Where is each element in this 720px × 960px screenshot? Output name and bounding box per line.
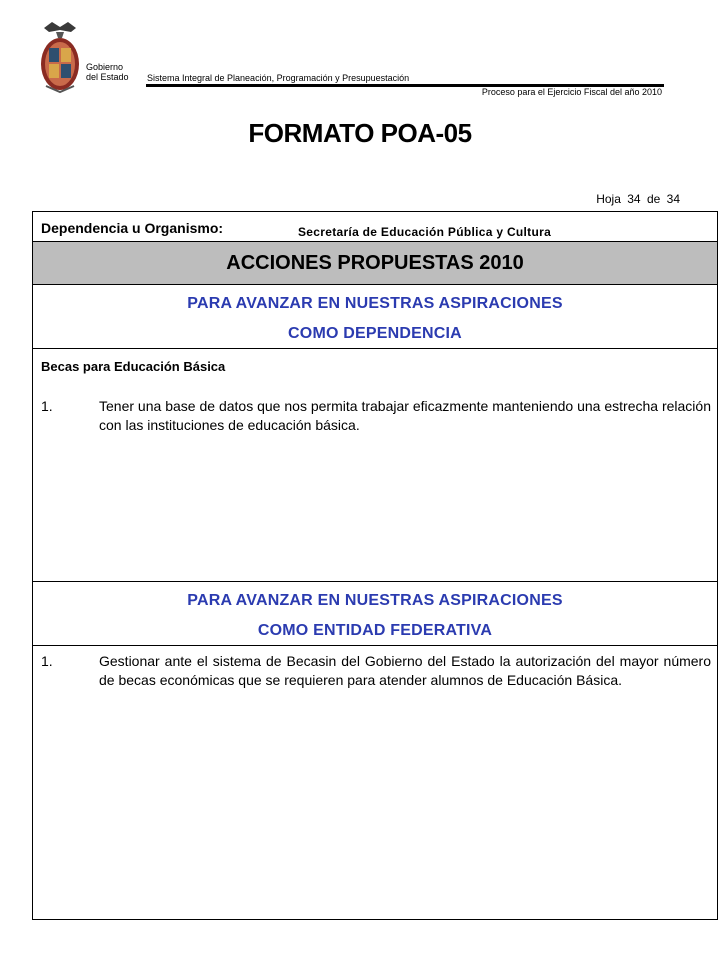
sheet-of-label: de <box>646 192 661 206</box>
item-number: 1. <box>41 398 53 414</box>
form-table <box>32 211 718 920</box>
list-item <box>41 397 711 435</box>
dependency-row <box>33 212 717 242</box>
program-subheading: Becas para Educación Básica <box>41 359 226 374</box>
section-body-federal-entity <box>33 646 717 919</box>
dependency-value: Secretaría de Educación Pública y Cultura <box>298 225 552 239</box>
sheet-current: 34 <box>627 192 641 206</box>
government-label: Gobierno del Estado <box>86 62 129 82</box>
section-heading-line1: PARA AVANZAR EN NUESTRAS ASPIRACIONES <box>187 592 563 609</box>
section-title-band: ACCIONES PROPUESTAS 2010 <box>33 242 717 285</box>
section-heading-line2: COMO DEPENDENCIA <box>288 325 462 342</box>
dependency-label: Dependencia u Organismo: <box>41 220 224 236</box>
sheet-counter <box>593 192 680 206</box>
item-text: Gestionar ante el sistema de Becasin del Gobierno del Estado la autorización del mayor número de becas económicas que se requieren para atender alumnos de Educación Básica. <box>99 653 711 688</box>
document-title: FORMATO POA-05 <box>248 118 472 148</box>
section-body-dependency <box>33 349 717 581</box>
section-heading-federal-entity <box>33 581 717 646</box>
item-number: 1. <box>41 653 53 669</box>
section-heading-dependency <box>33 285 717 349</box>
system-name: Sistema Integral de Planeación, Programación y Presupuestación <box>147 73 410 83</box>
sheet-total: 34 <box>666 192 680 206</box>
fiscal-process: Proceso para el Ejercicio Fiscal del año 2010 <box>481 87 662 97</box>
list-item <box>41 652 711 690</box>
item-text: Tener una base de datos que nos permita trabajar eficazmente manteniendo una estrecha relación con las instituciones de educación básica. <box>99 398 711 433</box>
sheet-label: Hoja <box>596 192 621 206</box>
section-heading-line2: COMO ENTIDAD FEDERATIVA <box>257 622 493 639</box>
section-heading-line1: PARA AVANZAR EN NUESTRAS ASPIRACIONES <box>187 295 563 312</box>
state-coat-of-arms-icon <box>38 18 82 96</box>
